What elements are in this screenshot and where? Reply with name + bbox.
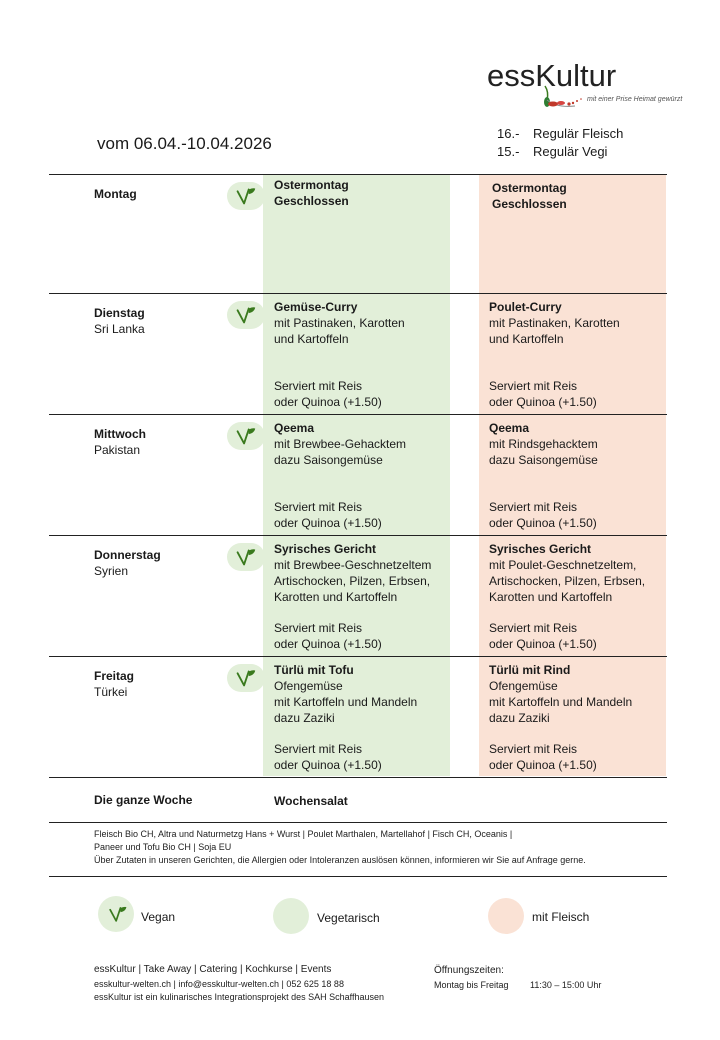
footer-about: essKultur ist ein kulinarisches Integrationsprojekt des SAH Schaffhausen bbox=[94, 992, 384, 1002]
logo-text: essKultur bbox=[487, 58, 617, 93]
dish-description: Ofengemüse bbox=[274, 679, 343, 693]
dish-description: mit Brewbee-Geschnetzeltem bbox=[274, 558, 432, 572]
dish-description: mit Poulet-Geschnetzeltem, bbox=[489, 558, 637, 572]
serving-note: Serviert mit Reis bbox=[274, 379, 363, 393]
serving-note: oder Quinoa (+1.50) bbox=[489, 758, 597, 772]
legend-vegan-swatch bbox=[98, 896, 134, 932]
whole-week-label: Die ganze Woche bbox=[94, 793, 193, 807]
day-name: Donnerstag bbox=[94, 548, 161, 562]
dish-description: Geschlossen bbox=[492, 197, 567, 211]
dish-description: dazu Saisongemüse bbox=[274, 453, 383, 467]
meat-dish bbox=[489, 662, 671, 726]
vegan-badge bbox=[227, 301, 265, 329]
dish-title: Ostermontag bbox=[492, 181, 567, 195]
dish-description: Geschlossen bbox=[274, 194, 349, 208]
sourcing-note: Fleisch Bio CH, Altra und Naturmetzg Hans + Wurst | Poulet Marthalen, Martellahof | Fisch CH, Oceanis | bbox=[94, 829, 513, 839]
day-name: Mittwoch bbox=[94, 427, 146, 441]
meat-dish bbox=[489, 420, 671, 468]
vegan-leaf-icon bbox=[105, 904, 129, 924]
vegan-badge bbox=[227, 664, 265, 692]
day-country: Türkei bbox=[94, 685, 128, 699]
row-divider bbox=[49, 777, 667, 778]
vegan-badge bbox=[227, 422, 265, 450]
row-divider bbox=[49, 414, 667, 415]
dish-description: Artischocken, Pilzen, Erbsen, bbox=[274, 574, 431, 588]
day-name: Montag bbox=[94, 187, 137, 201]
meat-dish bbox=[492, 180, 674, 212]
row-divider bbox=[49, 535, 667, 536]
serving-note: oder Quinoa (+1.50) bbox=[274, 758, 382, 772]
footer-contact: esskultur-welten.ch | info@esskultur-welten.ch | 052 625 18 88 bbox=[94, 979, 344, 989]
vegi-dish bbox=[274, 420, 456, 468]
vegan-badge bbox=[227, 543, 265, 571]
dish-description: dazu Zaziki bbox=[489, 711, 550, 725]
day-name: Dienstag bbox=[94, 306, 145, 320]
serving-note: Serviert mit Reis bbox=[489, 742, 578, 756]
day-name: Freitag bbox=[94, 669, 135, 683]
serving-note: Serviert mit Reis bbox=[489, 500, 578, 514]
dish-description: mit Kartoffeln und Mandeln bbox=[274, 695, 418, 709]
hours-title: Öffnungszeiten: bbox=[434, 965, 504, 976]
hours-time: 11:30 – 15:00 Uhr bbox=[530, 980, 602, 990]
vegan-leaf-icon bbox=[232, 185, 258, 207]
dish-title: Türlü mit Rind bbox=[489, 663, 571, 677]
serving-note: oder Quinoa (+1.50) bbox=[489, 395, 597, 409]
dish-description: mit Pastinaken, Karotten bbox=[274, 316, 405, 330]
dish-description: und Kartoffeln bbox=[489, 332, 564, 346]
day-country: Syrien bbox=[94, 564, 129, 578]
dish-description: mit Rindsgehacktem bbox=[489, 437, 598, 451]
row-divider bbox=[49, 822, 667, 823]
dish-description: und Kartoffeln bbox=[274, 332, 349, 346]
dish-title: Qeema bbox=[274, 421, 315, 435]
serving-note: Serviert mit Reis bbox=[489, 379, 578, 393]
dish-description: Karotten und Kartoffeln bbox=[274, 590, 398, 604]
price-meat: 16.- Regulär Fleisch bbox=[497, 126, 624, 141]
dish-title: Ostermontag bbox=[274, 178, 349, 192]
day-country: Sri Lanka bbox=[94, 322, 145, 336]
hours-days: Montag bis Freitag bbox=[434, 980, 509, 990]
dish-description: dazu Zaziki bbox=[274, 711, 335, 725]
serving-note: Serviert mit Reis bbox=[274, 621, 363, 635]
vegi-dish bbox=[274, 662, 456, 726]
dish-title: Qeema bbox=[489, 421, 530, 435]
vegan-leaf-icon bbox=[232, 425, 258, 447]
row-divider bbox=[49, 174, 667, 175]
week-range: vom 06.04.-10.04.2026 bbox=[97, 134, 272, 153]
serving-note: Serviert mit Reis bbox=[274, 500, 363, 514]
price-vegi: 15.- Regulär Vegi bbox=[497, 144, 608, 159]
dish-description: Karotten und Kartoffeln bbox=[489, 590, 613, 604]
row-divider bbox=[49, 876, 667, 877]
serving-note: oder Quinoa (+1.50) bbox=[489, 637, 597, 651]
footer-services: essKultur | Take Away | Catering | Kochkurse | Events bbox=[94, 964, 332, 975]
dish-title: Syrisches Gericht bbox=[274, 542, 377, 556]
serving-note: Serviert mit Reis bbox=[489, 621, 578, 635]
row-divider bbox=[49, 293, 667, 294]
legend-meat-swatch bbox=[488, 898, 524, 934]
serving-note: Serviert mit Reis bbox=[274, 742, 363, 756]
dish-description: Artischocken, Pilzen, Erbsen, bbox=[489, 574, 646, 588]
row-divider bbox=[49, 656, 667, 657]
serving-note: oder Quinoa (+1.50) bbox=[274, 637, 382, 651]
dish-title: Syrisches Gericht bbox=[489, 542, 592, 556]
vegan-leaf-icon bbox=[232, 546, 258, 568]
vegi-dish bbox=[274, 177, 456, 209]
dish-description: mit Kartoffeln und Mandeln bbox=[489, 695, 633, 709]
vegi-dish bbox=[274, 299, 456, 347]
dish-description: mit Pastinaken, Karotten bbox=[489, 316, 620, 330]
vegi-dish bbox=[274, 541, 456, 605]
sourcing-note: Paneer und Tofu Bio CH | Soja EU bbox=[94, 842, 232, 852]
meat-dish bbox=[489, 541, 671, 605]
brand-logo bbox=[487, 58, 697, 110]
vegan-leaf-icon bbox=[232, 304, 258, 326]
meat-dish bbox=[489, 299, 671, 347]
serving-note: oder Quinoa (+1.50) bbox=[489, 516, 597, 530]
logo-tagline: mit einer Prise Heimat gewürzt bbox=[587, 96, 683, 103]
whole-week-dish: Wochensalat bbox=[274, 794, 348, 808]
day-country: Pakistan bbox=[94, 443, 141, 457]
dish-title: Türlü mit Tofu bbox=[274, 663, 354, 677]
legend-vegan-label: Vegan bbox=[141, 910, 176, 924]
legend-vegi-label: Vegetarisch bbox=[317, 911, 380, 925]
allergy-note: Über Zutaten in unseren Gerichten, die Allergien oder Intoleranzen auslösen können, informieren wir Sie auf Anfrage gerne. bbox=[94, 855, 586, 865]
dish-title: Gemüse-Curry bbox=[274, 300, 358, 314]
dish-title: Poulet-Curry bbox=[489, 300, 562, 314]
serving-note: oder Quinoa (+1.50) bbox=[274, 395, 382, 409]
dish-description: Ofengemüse bbox=[489, 679, 558, 693]
vegan-leaf-icon bbox=[232, 667, 258, 689]
vegan-badge bbox=[227, 182, 265, 210]
dish-description: mit Brewbee-Gehacktem bbox=[274, 437, 407, 451]
legend-meat-label: mit Fleisch bbox=[532, 910, 590, 924]
legend-vegi-swatch bbox=[273, 898, 309, 934]
dish-description: dazu Saisongemüse bbox=[489, 453, 598, 467]
serving-note: oder Quinoa (+1.50) bbox=[274, 516, 382, 530]
